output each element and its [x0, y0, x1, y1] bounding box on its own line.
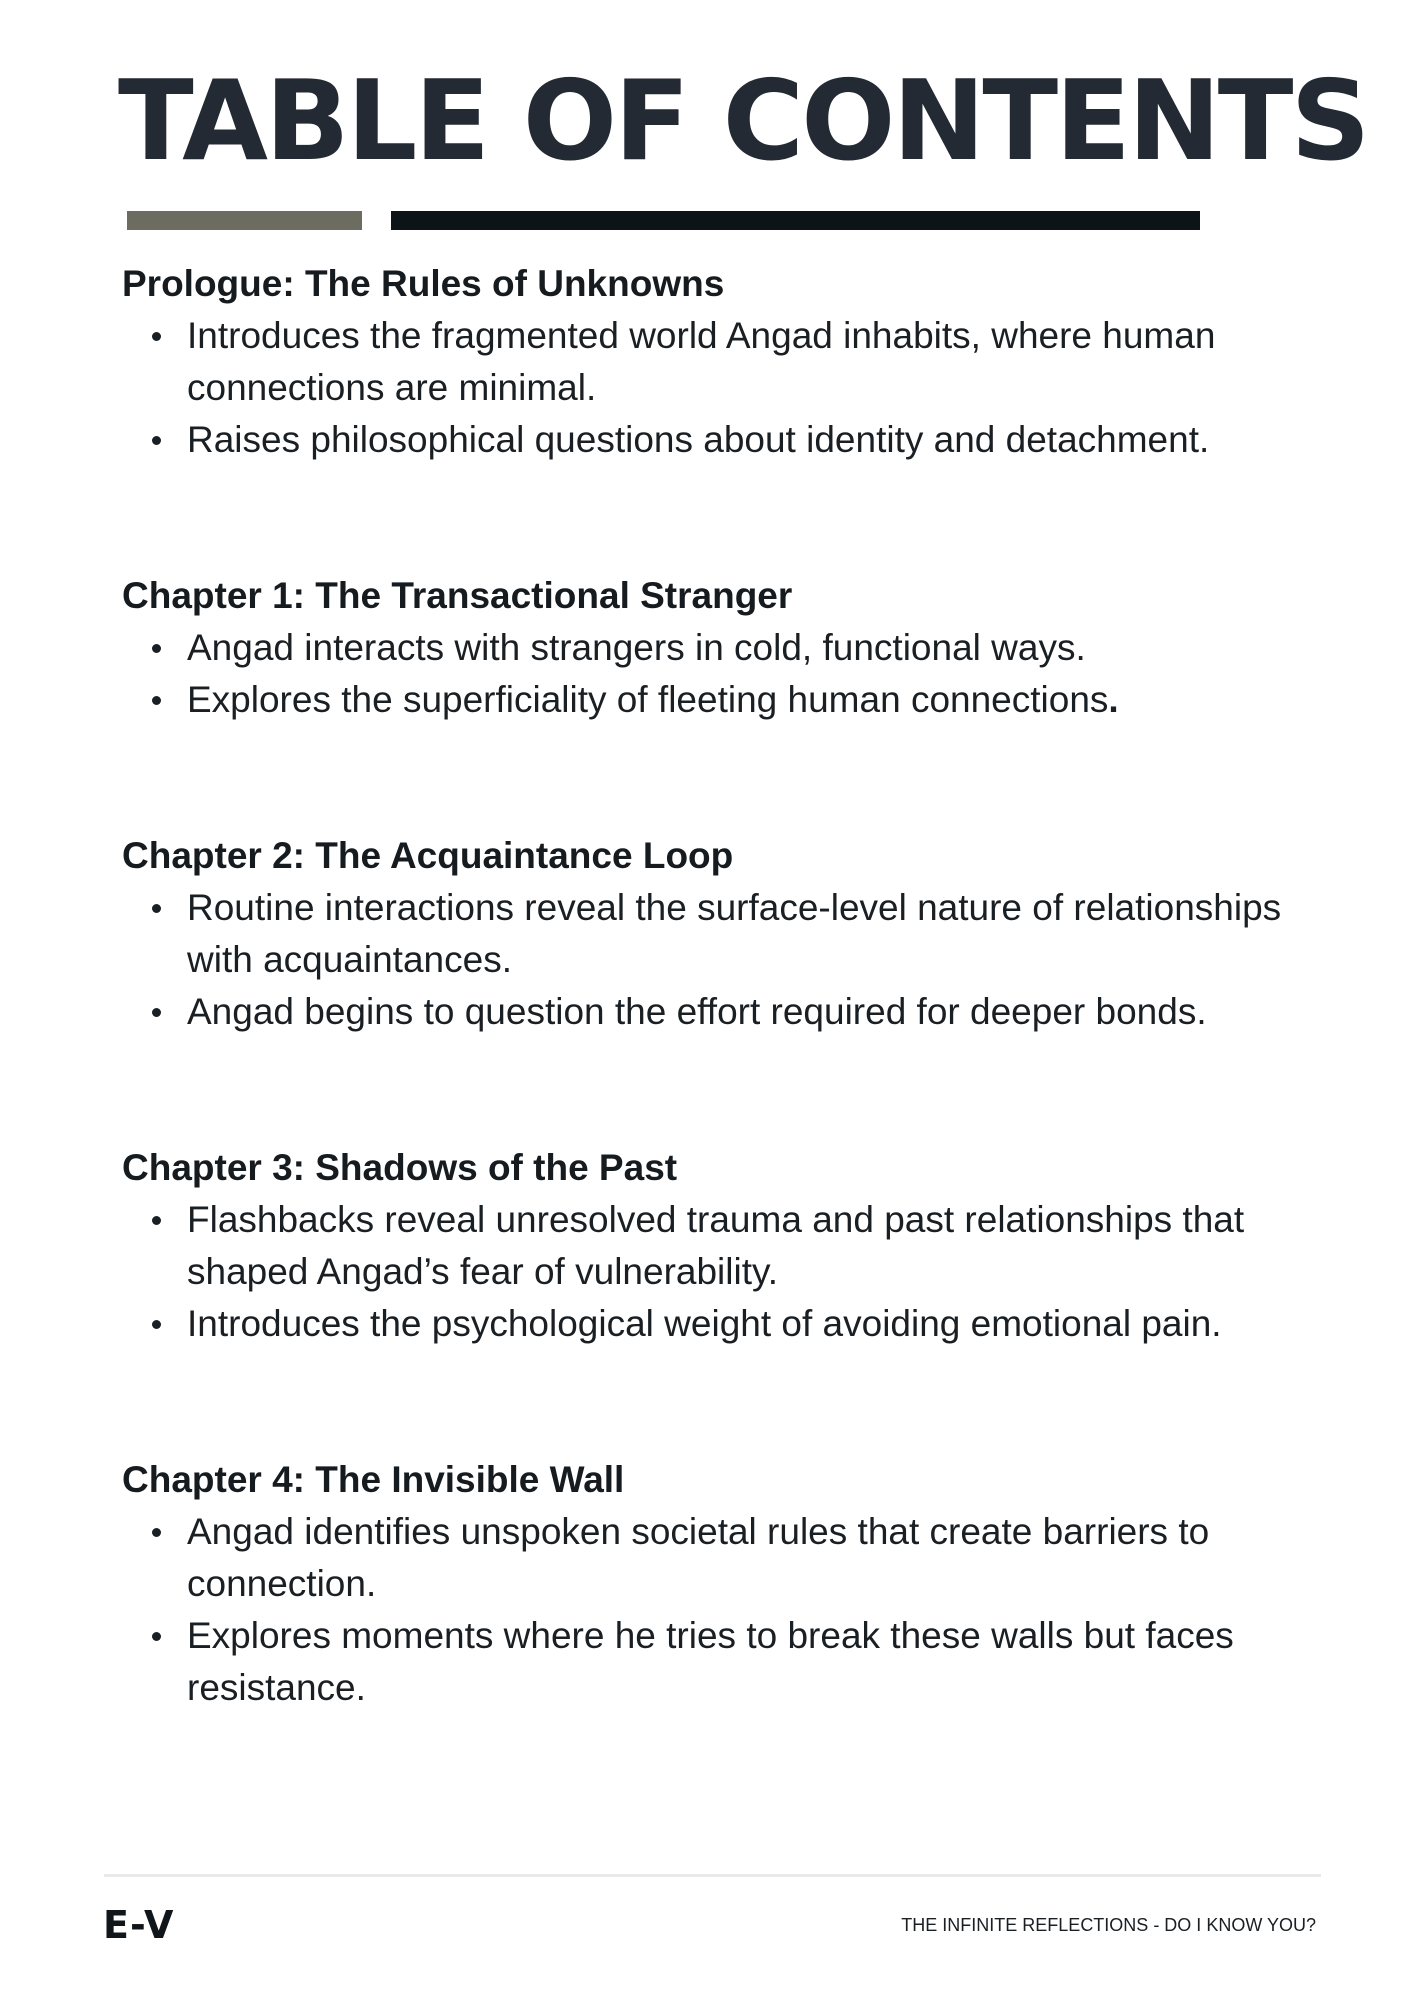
page-title: TABLE OF CONTENTS — [118, 57, 1368, 186]
footer-title: THE INFINITE REFLECTIONS - DO I KNOW YOU? — [901, 1915, 1316, 1935]
section-chapter-4 — [122, 1454, 1342, 1714]
section-chapter-1 — [122, 570, 1342, 726]
bullet-item: Introduces the fragmented world Angad inhabits, where human connections are minimal. — [122, 310, 1342, 414]
section-heading: Chapter 1: The Transactional Stranger — [122, 575, 793, 616]
contents-list — [122, 258, 1342, 1818]
bullet-item: Angad interacts with strangers in cold, functional ways. — [122, 622, 1342, 674]
bullet-text: Explores the superficiality of fleeting human connections — [187, 679, 1109, 720]
section-chapter-3 — [122, 1142, 1342, 1350]
bullet-list — [122, 1194, 1342, 1350]
bullet-list — [122, 882, 1342, 1038]
bullet-item: Raises philosophical questions about identity and detachment. — [122, 414, 1342, 466]
section-heading: Chapter 3: Shadows of the Past — [122, 1147, 678, 1188]
title-underline-grey — [127, 211, 362, 230]
bullet-item — [122, 674, 1342, 726]
bullet-item: Routine interactions reveal the surface-level nature of relationships with acquaintances. — [122, 882, 1342, 986]
footer-logo: E-V — [103, 1903, 175, 1947]
bullet-item: Introduces the psychological weight of avoiding emotional pain. — [122, 1298, 1342, 1350]
title-underline-dark — [391, 211, 1200, 230]
bullet-item: Flashbacks reveal unresolved trauma and past relationships that shaped Angad’s fear of vulnerability. — [122, 1194, 1342, 1298]
section-heading: Chapter 2: The Acquaintance Loop — [122, 835, 734, 876]
section-chapter-2 — [122, 830, 1342, 1038]
bold-period: . — [1108, 679, 1119, 720]
bullet-item: Explores moments where he tries to break these walls but faces resistance. — [122, 1610, 1342, 1714]
bullet-item: Angad begins to question the effort required for deeper bonds. — [122, 986, 1342, 1038]
section-prologue — [122, 258, 1342, 466]
bullet-list — [122, 1506, 1342, 1714]
section-heading: Chapter 4: The Invisible Wall — [122, 1459, 625, 1500]
bullet-list — [122, 622, 1342, 726]
footer-divider — [104, 1874, 1321, 1877]
bullet-item: Angad identifies unspoken societal rules that create barriers to connection. — [122, 1506, 1342, 1610]
section-heading: Prologue: The Rules of Unknowns — [122, 263, 725, 304]
bullet-list — [122, 310, 1342, 466]
